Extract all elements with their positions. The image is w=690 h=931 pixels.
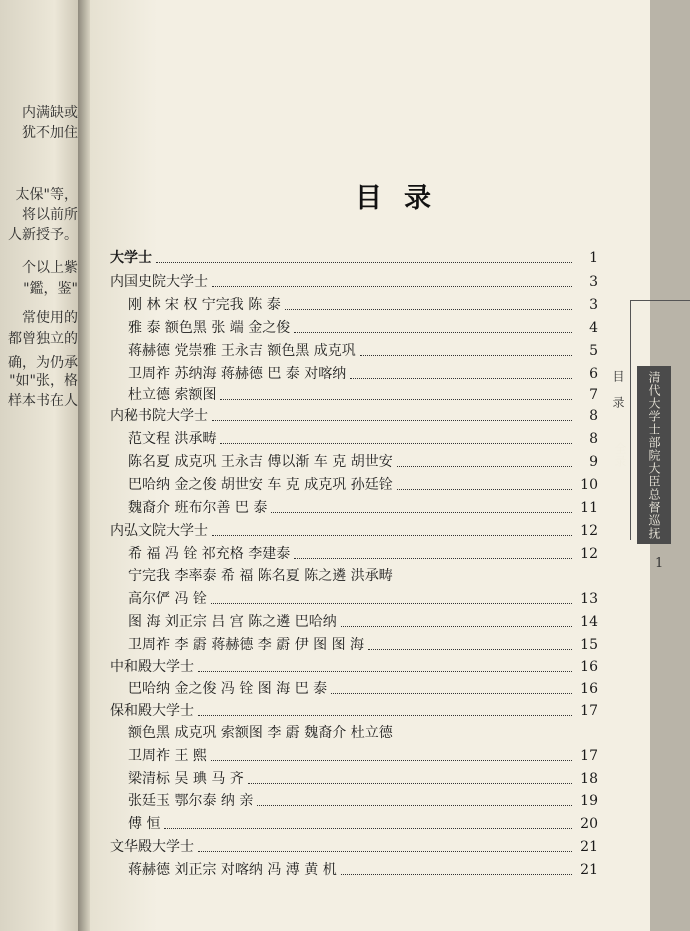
- toc-page-number: 6: [589, 366, 598, 382]
- toc-subentry[interactable]: [128, 813, 598, 835]
- toc-entry-text: 高尔俨 冯 铨: [128, 591, 207, 607]
- toc-page-number: 7: [589, 387, 598, 403]
- toc-entry-text: 梁清标 吴 琠 马 齐: [128, 771, 244, 787]
- toc-entry-text: 保和殿大学士: [110, 703, 194, 719]
- left-page-text-line: 犹不加住: [22, 125, 78, 141]
- toc-section-entry[interactable]: [110, 271, 598, 293]
- toc-subentry[interactable]: [128, 543, 598, 565]
- left-page-text-line: 确，为仍承: [8, 355, 78, 371]
- toc-entry-text: 内弘文院大学士: [110, 523, 208, 539]
- toc-page-number: 3: [589, 297, 598, 313]
- toc-page-number: 13: [580, 591, 598, 607]
- toc-page-number: 20: [580, 816, 598, 832]
- toc-entry-text: 雅 泰 额色黑 张 端 金之俊: [128, 320, 291, 336]
- toc-leader-dots: [341, 626, 572, 627]
- toc-entry-text: 大学士: [110, 250, 152, 266]
- toc-leader-dots: [220, 443, 572, 444]
- toc-leader-dots: [360, 355, 572, 356]
- left-page-text-line: 个以上紫: [22, 260, 78, 276]
- left-page-text-line: 将以前所: [22, 207, 78, 223]
- toc-entry-text: 巴哈纳 金之俊 冯 铨 图 海 巴 泰: [128, 681, 328, 697]
- left-page-text-line: 都曾独立的: [8, 331, 78, 347]
- toc-subentry[interactable]: [128, 634, 598, 656]
- toc-section-entry[interactable]: [110, 405, 598, 427]
- toc-leader-dots: [198, 671, 572, 672]
- toc-leader-dots: [397, 489, 572, 490]
- toc-page-number: 17: [580, 703, 598, 719]
- toc-subentry[interactable]: [128, 745, 598, 767]
- toc-subentry[interactable]: [128, 294, 598, 316]
- toc-subentry[interactable]: [128, 768, 598, 790]
- toc-subentry[interactable]: [128, 363, 598, 385]
- toc-subentry[interactable]: [128, 451, 598, 473]
- toc-page-number: 8: [589, 408, 598, 424]
- toc-leader-dots: [294, 558, 572, 559]
- toc-page-number: 19: [580, 793, 598, 809]
- toc-page-number: 9: [589, 454, 598, 470]
- toc-entry-text: 内秘书院大学士: [110, 408, 208, 424]
- toc-page-number: 16: [580, 659, 598, 675]
- toc-section-entry[interactable]: [110, 520, 598, 542]
- toc-entry-text: 张廷玉 鄂尔泰 纳 亲: [128, 793, 254, 809]
- toc-entry-text: 额色黑 成克巩 索额图 李 霨 魏裔介 杜立德: [128, 725, 393, 741]
- toc-subentry[interactable]: [128, 678, 598, 700]
- toc-leader-dots: [341, 874, 572, 875]
- left-page-text-line: 样本书在人: [8, 393, 78, 409]
- toc-page-number: 4: [589, 320, 598, 336]
- toc-entry-text: 图 海 刘正宗 吕 宫 陈之遴 巴哈纳: [128, 614, 337, 630]
- toc-subentry[interactable]: [128, 722, 598, 744]
- toc-subentry[interactable]: [128, 474, 598, 496]
- toc-leader-dots: [211, 760, 572, 761]
- toc-page-number: 3: [589, 274, 598, 290]
- toc-entry-text: 傅 恒: [128, 816, 161, 832]
- toc-entry-text: 杜立德 索额图: [128, 387, 217, 403]
- toc-entry-text: 卫周祚 李 霨 蒋赫德 李 霨 伊 图 图 海: [128, 637, 365, 653]
- toc-leader-dots: [212, 286, 572, 287]
- toc-entry-text: 内国史院大学士: [110, 274, 208, 290]
- toc-leader-dots: [285, 309, 572, 310]
- toc-leader-dots: [331, 693, 572, 694]
- toc-entry-text: 魏裔介 班布尔善 巴 泰: [128, 500, 268, 516]
- toc-page-number: 18: [580, 771, 598, 787]
- toc-leader-dots: [198, 715, 572, 716]
- toc-entry-text: 文华殿大学士: [110, 839, 194, 855]
- toc-page-number: 16: [580, 681, 598, 697]
- toc-entry-text: 希 福 冯 铨 祁充格 李建泰: [128, 546, 291, 562]
- toc-section-entry[interactable]: [110, 836, 598, 858]
- page-number: 1: [655, 556, 664, 571]
- toc-leader-dots: [368, 649, 572, 650]
- left-page-text-line: "鑑，鉴": [23, 281, 78, 297]
- toc-page-number: 11: [580, 500, 598, 516]
- margin-rule-top: [630, 300, 690, 301]
- toc-page-number: 21: [580, 862, 598, 878]
- toc-entry-text: 中和殿大学士: [110, 659, 194, 675]
- toc-entry-text: 陈名夏 成克巩 王永吉 傅以渐 车 克 胡世安: [128, 454, 393, 470]
- toc-page-number: 12: [580, 523, 598, 539]
- toc-section-entry[interactable]: [110, 656, 598, 678]
- toc-entry-text: 卫周祚 王 熙: [128, 748, 207, 764]
- toc-page-number: 12: [580, 546, 598, 562]
- right-page: [90, 0, 664, 931]
- left-page-text-line: 太保"等，: [15, 187, 78, 203]
- toc-page-number: 10: [580, 477, 598, 493]
- toc-section-entry[interactable]: [110, 247, 598, 269]
- toc-page-number: 21: [580, 839, 598, 855]
- toc-subentry[interactable]: [128, 428, 598, 450]
- toc-leader-dots: [198, 851, 572, 852]
- left-page: [0, 0, 78, 931]
- toc-entry-text: 宁完我 李率泰 希 福 陈名夏 陈之遴 洪承畴: [128, 568, 393, 584]
- toc-leader-dots: [212, 420, 572, 421]
- toc-page-number: 14: [580, 614, 598, 630]
- margin-book-title: 清代大学士部院大臣总督巡抚全录: [637, 366, 671, 544]
- book-gutter: [78, 0, 90, 931]
- toc-subentry[interactable]: [128, 497, 598, 519]
- toc-leader-dots: [397, 466, 572, 467]
- toc-leader-dots: [350, 378, 572, 379]
- toc-leader-dots: [156, 262, 572, 263]
- toc-entry-text: 刚 林 宋 权 宁完我 陈 泰: [128, 297, 281, 313]
- toc-subentry[interactable]: [128, 859, 598, 881]
- toc-page-number: 15: [580, 637, 598, 653]
- toc-subentry[interactable]: [128, 611, 598, 633]
- toc-subentry[interactable]: [128, 340, 598, 362]
- toc-leader-dots: [257, 805, 572, 806]
- toc-title: 目录: [355, 183, 453, 214]
- left-page-text-line: 人新授予。: [8, 227, 78, 243]
- margin-section-label: 目录: [611, 370, 625, 422]
- toc-page-number: 5: [589, 343, 598, 359]
- toc-leader-dots: [248, 783, 572, 784]
- toc-leader-dots: [212, 535, 572, 536]
- toc-subentry[interactable]: [128, 317, 598, 339]
- toc-page-number: 1: [589, 250, 598, 266]
- toc-entry-text: 巴哈纳 金之俊 胡世安 车 克 成克巩 孙廷铨: [128, 477, 393, 493]
- margin-rule: [630, 300, 631, 540]
- toc-subentry[interactable]: [128, 565, 598, 587]
- left-page-text-line: 常使用的: [22, 310, 78, 326]
- toc-entry-text: 卫周祚 苏纳海 蒋赫德 巴 泰 对喀纳: [128, 366, 347, 382]
- toc-leader-dots: [271, 512, 572, 513]
- toc-leader-dots: [294, 332, 572, 333]
- toc-leader-dots: [220, 399, 572, 400]
- toc-leader-dots: [211, 603, 572, 604]
- left-page-text-line: "如"张，格: [9, 373, 78, 389]
- left-page-text-line: 内满缺或: [22, 105, 78, 121]
- toc-leader-dots: [164, 828, 572, 829]
- toc-section-entry[interactable]: [110, 700, 598, 722]
- toc-subentry[interactable]: [128, 790, 598, 812]
- toc-entry-text: 蒋赫德 党崇雅 王永吉 额色黑 成克巩: [128, 343, 356, 359]
- toc-subentry[interactable]: [128, 588, 598, 610]
- toc-entry-text: 范文程 洪承畴: [128, 431, 217, 447]
- toc-subentry[interactable]: [128, 384, 598, 406]
- toc-page-number: 17: [580, 748, 598, 764]
- toc-entry-text: 蒋赫德 刘正宗 对喀纳 冯 溥 黄 机: [128, 862, 337, 878]
- toc-page-number: 8: [589, 431, 598, 447]
